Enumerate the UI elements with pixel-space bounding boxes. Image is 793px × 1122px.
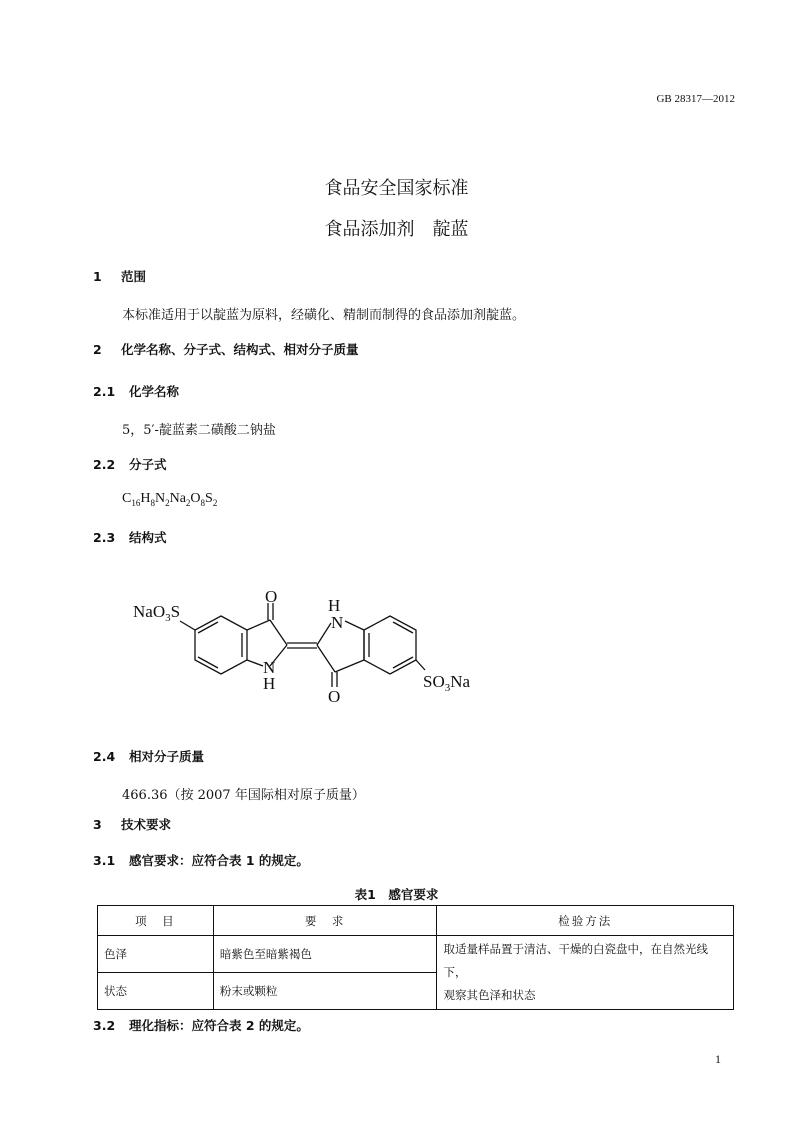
section-title: 范围	[121, 269, 147, 284]
sulfonate-group-right: $SO_3Na$	[423, 672, 471, 694]
test-method-line: 观察其色泽和状态	[443, 988, 536, 1002]
section-number: 3	[93, 817, 102, 832]
table-1-caption: 表1 感官要求	[354, 887, 439, 902]
molecular-formula: $C_{16}H_8N_2Na_2O_8S_2$	[122, 491, 218, 508]
section-3-heading	[93, 815, 171, 833]
standard-code: GB 28317—2012	[656, 93, 735, 105]
column-header-item: 项 目	[98, 906, 214, 936]
section-2-heading	[93, 340, 359, 358]
row-item: 色泽	[98, 936, 214, 973]
structural-formula	[125, 585, 525, 715]
section-title: 相对分子质量	[129, 749, 205, 764]
nh-nitrogen-top: N	[331, 613, 344, 632]
section-title: 化学名称、分子式、结构式、相对分子质量	[121, 342, 359, 357]
column-header-method: 检验方法	[437, 906, 734, 936]
standard-title: 食品安全国家标准	[324, 178, 469, 199]
column-header-requirement: 要 求	[213, 906, 437, 936]
section-number: 2	[93, 342, 102, 357]
nh-hydrogen-top: H	[328, 596, 341, 615]
sulfonate-group-left: NaO$_3$S	[133, 602, 181, 624]
section-number: 2.1	[93, 384, 116, 399]
row-requirement: 暗紫色至暗紫褐色	[213, 936, 437, 973]
table-header-row	[98, 906, 734, 936]
row-item: 状态	[98, 973, 214, 1010]
sensory-requirements-table	[97, 905, 734, 1010]
page-number: 1	[715, 1052, 721, 1066]
section-1-heading	[93, 267, 146, 285]
section-number: 3.1	[93, 853, 116, 868]
section-title: 理化指标：应符合表 2 的规定。	[129, 1018, 309, 1033]
section-3-1-heading	[93, 851, 309, 869]
table-row	[98, 936, 734, 973]
molecular-mass: 466.36（按 2007 年国际相对原子质量）	[122, 788, 365, 803]
nh-nitrogen-bottom: N	[263, 658, 276, 677]
test-method-cell	[437, 936, 734, 1010]
section-title: 化学名称	[129, 384, 180, 399]
section-2-1-heading	[93, 382, 179, 400]
section-title: 结构式	[129, 530, 167, 545]
carbonyl-oxygen-top: O	[265, 587, 278, 606]
section-number: 2.3	[93, 530, 116, 545]
nh-hydrogen-bottom: H	[263, 674, 276, 693]
section-number: 2.4	[93, 749, 116, 764]
product-title: 食品添加剂 靛蓝	[324, 219, 469, 240]
section-2-3-heading	[93, 528, 167, 546]
chemical-name: 5，5′-靛蓝素二磺酸二钠盐	[122, 423, 276, 438]
test-method-line: 取适量样品置于清洁、干燥的白瓷盘中，在自然光线下，	[443, 942, 708, 979]
section-title: 感官要求：应符合表 1 的规定。	[129, 853, 309, 868]
section-title: 分子式	[129, 457, 167, 472]
section-2-2-heading	[93, 455, 167, 473]
scope-text: 本标准适用于以靛蓝为原料，经磺化、精制而制得的食品添加剂靛蓝。	[122, 308, 526, 323]
section-2-4-heading	[93, 747, 204, 765]
section-title: 技术要求	[121, 817, 172, 832]
section-number: 2.2	[93, 457, 116, 472]
section-3-2-heading	[93, 1016, 309, 1034]
section-number: 1	[93, 269, 102, 284]
row-requirement: 粉末或颗粒	[213, 973, 437, 1010]
section-number: 3.2	[93, 1018, 116, 1033]
carbonyl-oxygen-bottom: O	[328, 687, 341, 706]
